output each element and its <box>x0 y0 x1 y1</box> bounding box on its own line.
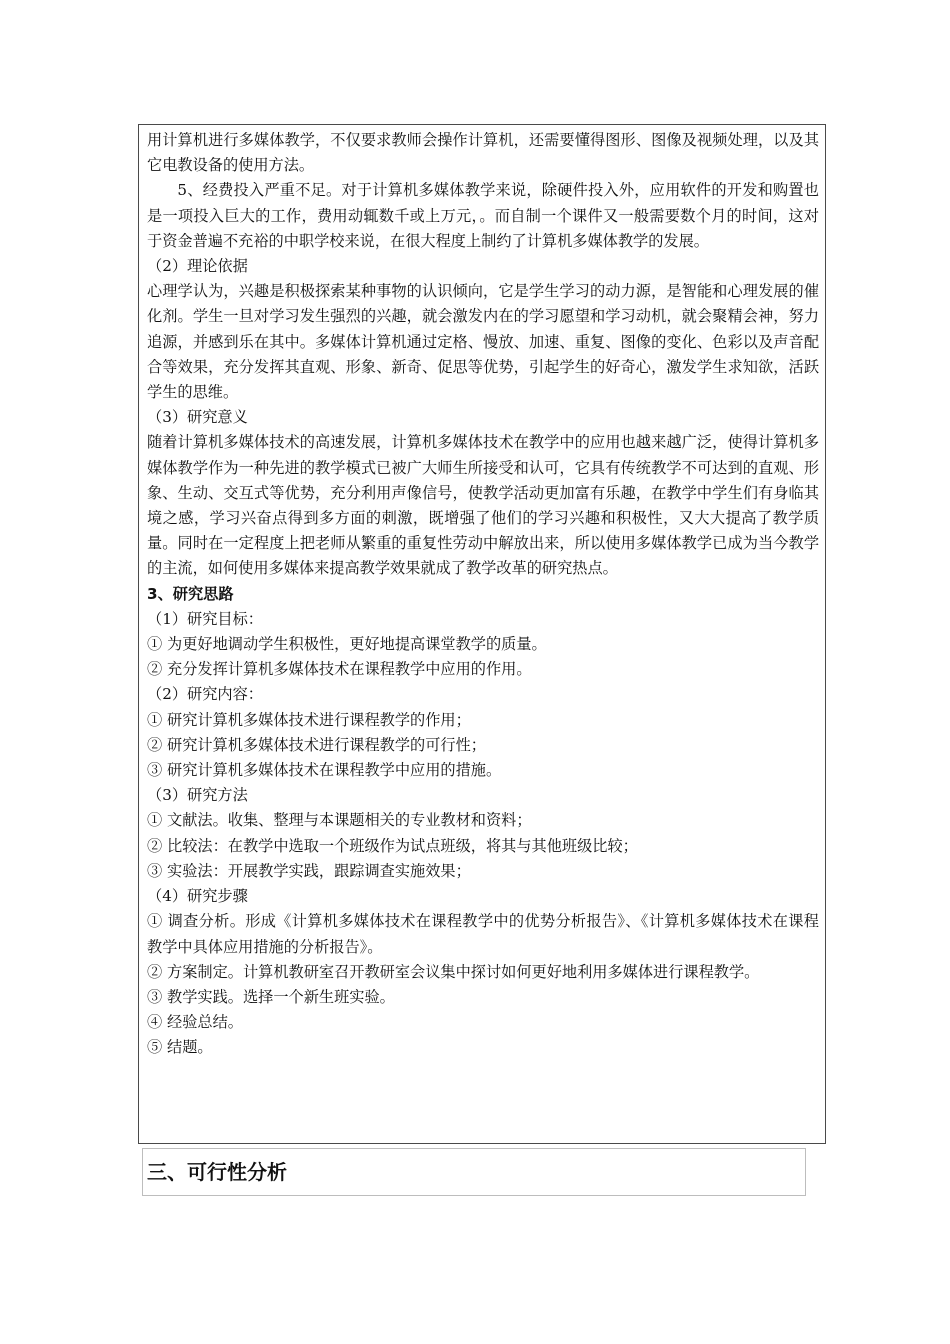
section-title: 三、可行性分析 <box>147 1160 287 1184</box>
list-item-method-3: ③ 实验法：开展教学实践，跟踪调查实施效果； <box>147 861 471 880</box>
list-item-step-2: ② 方案制定。计算机教研室召开教研室会议集中探讨如何更好地利用多媒体进行课程教学。 <box>147 962 760 981</box>
list-item-step-5: ⑤ 结题。 <box>147 1038 213 1057</box>
heading-research-goal: （1）研究目标： <box>147 609 263 628</box>
paragraph-teacher-skills: 用计算机进行多媒体教学，不仅要求教师会操作计算机，还需要懂得图形、图像及视频处理，以及其它电教设备的使用方法。 <box>147 131 819 175</box>
heading-research-method: （3）研究方法 <box>147 786 248 805</box>
list-item-content-1: ① 研究计算机多媒体技术进行课程教学的作用； <box>147 710 471 729</box>
list-item-step-4: ④ 经验总结。 <box>147 1013 243 1032</box>
heading-theory-basis: （2）理论依据 <box>147 257 248 276</box>
list-item-method-1: ① 文献法。收集、整理与本课题相关的专业教材和资料； <box>147 811 532 830</box>
list-item-step-3: ③ 教学实践。选择一个新生班实验。 <box>147 987 395 1006</box>
research-plan-table-cell <box>138 124 826 1144</box>
list-item-content-2: ② 研究计算机多媒体技术进行课程教学的可行性； <box>147 735 486 754</box>
paragraph-theory-basis: 心理学认为，兴趣是积极探索某种事物的认识倾向，它是学生学习的动力源，是智能和心理发展的催化剂。学生一旦对学习发生强烈的兴趣，就会激发内在的学习愿望和学习动机，就会聚精会神，努力追源，并感到乐在其中。多媒体计算机通过定格、慢放、加速、重复、图像的变化、色彩以及声音配合等效果，充分发挥其直观、形象、新奇、促思等优势，引起学生的好奇心，激发学生求知欲，活跃学生的思维。 <box>147 282 819 402</box>
paragraph-funding: 5、经费投入严重不足。对于计算机多媒体教学来说，除硬件投入外，应用软件的开发和购置也是一项投入巨大的工作，费用动辄数千或上万元，。而自制一个课件又一般需要数个月的时间，这对于资金普遍不充裕的中职学校来说，在很大程度上制约了计算机多媒体教学的发展。 <box>147 181 819 250</box>
research-plan-content <box>147 128 819 1061</box>
heading-research-content: （2）研究内容： <box>147 685 263 704</box>
heading-research-steps: （4）研究步骤 <box>147 887 248 906</box>
list-item-step-1: ① 调查分析。形成《计算机多媒体技术在课程教学中的优势分析报告》、《计算机多媒体技术在课程教学中具体应用措施的分析报告》。 <box>147 912 819 956</box>
list-item-goal-2: ② 充分发挥计算机多媒体技术在课程教学中应用的作用。 <box>147 660 532 679</box>
feasibility-section-header <box>142 1148 806 1196</box>
paragraph-research-significance: 随着计算机多媒体技术的高速发展，计算机多媒体技术在教学中的应用也越来越广泛，使得计算机多媒体教学作为一种先进的教学模式已被广大师生所接受和认可，它具有传统教学不可达到的直观、形象、生动、交互式等优势，充分利用声像信号，使教学活动更加富有乐趣，在教学中学生们有身临其境之感，学习兴奋点得到多方面的刺激，既增强了他们的学习兴趣和积极性，又大大提高了教学质量。同时在一定程度上把老师从繁重的重复性劳动中解放出来，所以使用多媒体教学已成为当今教学的主流，如何使用多媒体来提高教学效果就成了教学改革的研究热点。 <box>147 433 819 578</box>
list-item-goal-1: ① 为更好地调动学生积极性，更好地提高课堂教学的质量。 <box>147 635 547 654</box>
list-item-method-2: ② 比较法：在教学中选取一个班级作为试点班级，将其与其他班级比较； <box>147 836 638 855</box>
list-item-content-3: ③ 研究计算机多媒体技术在课程教学中应用的措施。 <box>147 761 502 780</box>
heading-research-approach: 3、研究思路 <box>147 584 234 603</box>
heading-research-significance: （3）研究意义 <box>147 408 248 427</box>
